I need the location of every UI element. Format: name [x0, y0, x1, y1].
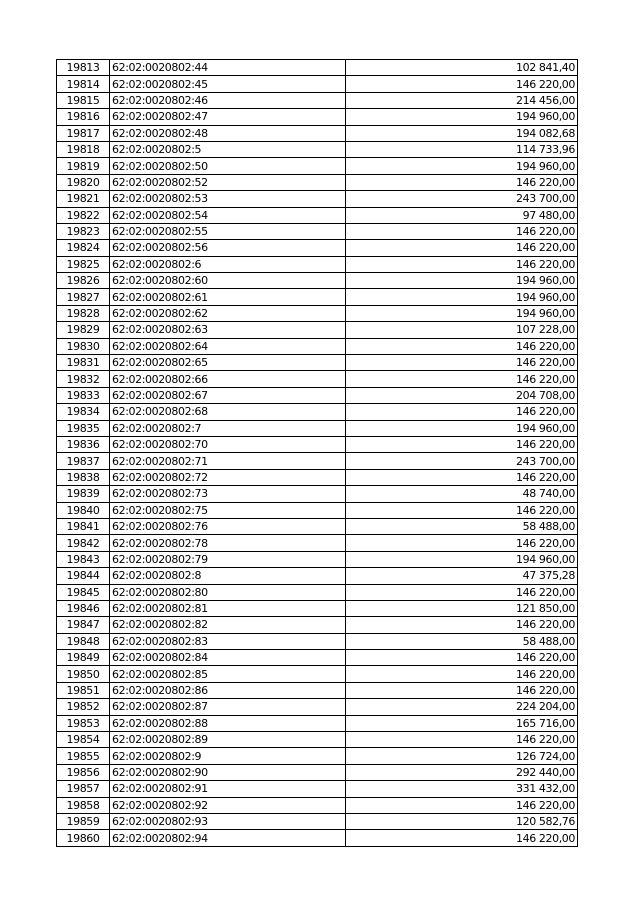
cadastral-number-cell: 62:02:0020802:89 [110, 732, 346, 748]
row-number-cell: 19850 [57, 666, 110, 682]
table-row [57, 60, 578, 76]
table-row [57, 699, 578, 715]
row-number-cell: 19831 [57, 355, 110, 371]
row-number-cell: 19852 [57, 699, 110, 715]
cadastral-number-cell: 62:02:0020802:67 [110, 387, 346, 403]
table-row [57, 551, 578, 567]
table-row [57, 141, 578, 157]
row-number-cell: 19840 [57, 502, 110, 518]
cadastral-value-cell: 146 220,00 [346, 584, 578, 600]
cadastral-value-cell: 146 220,00 [346, 535, 578, 551]
row-number-cell: 19826 [57, 273, 110, 289]
row-number-cell: 19838 [57, 469, 110, 485]
row-number-cell: 19833 [57, 387, 110, 403]
row-number-cell: 19844 [57, 568, 110, 584]
row-number-cell: 19841 [57, 518, 110, 534]
cadastral-number-cell: 62:02:0020802:66 [110, 371, 346, 387]
row-number-cell: 19820 [57, 174, 110, 190]
table-row [57, 830, 578, 846]
table-row [57, 355, 578, 371]
cadastral-number-cell: 62:02:0020802:56 [110, 240, 346, 256]
cadastral-number-cell: 62:02:0020802:93 [110, 813, 346, 829]
table-row [57, 420, 578, 436]
cadastral-number-cell: 62:02:0020802:94 [110, 830, 346, 846]
cadastral-number-cell: 62:02:0020802:75 [110, 502, 346, 518]
table-row [57, 387, 578, 403]
table-row [57, 682, 578, 698]
table-row [57, 584, 578, 600]
table-row [57, 322, 578, 338]
cadastral-number-cell: 62:02:0020802:85 [110, 666, 346, 682]
cadastral-value-cell: 194 960,00 [346, 158, 578, 174]
row-number-cell: 19835 [57, 420, 110, 436]
cadastral-value-cell: 146 220,00 [346, 732, 578, 748]
table-row [57, 158, 578, 174]
row-number-cell: 19847 [57, 617, 110, 633]
table-row [57, 715, 578, 731]
row-number-cell: 19817 [57, 125, 110, 141]
table-row [57, 617, 578, 633]
table-row [57, 109, 578, 125]
table-row [57, 502, 578, 518]
table-row [57, 289, 578, 305]
cadastral-number-cell: 62:02:0020802:71 [110, 453, 346, 469]
cadastral-number-cell: 62:02:0020802:54 [110, 207, 346, 223]
cadastral-number-cell: 62:02:0020802:84 [110, 650, 346, 666]
cadastral-value-cell: 165 716,00 [346, 715, 578, 731]
cadastral-value-cell: 224 204,00 [346, 699, 578, 715]
cadastral-number-cell: 62:02:0020802:82 [110, 617, 346, 633]
cadastral-value-cell: 146 220,00 [346, 371, 578, 387]
table-row [57, 568, 578, 584]
table-row [57, 92, 578, 108]
row-number-cell: 19827 [57, 289, 110, 305]
cadastral-number-cell: 62:02:0020802:5 [110, 141, 346, 157]
row-number-cell: 19823 [57, 223, 110, 239]
table-row [57, 453, 578, 469]
cadastral-value-cell: 194 082,68 [346, 125, 578, 141]
row-number-cell: 19822 [57, 207, 110, 223]
table-row [57, 207, 578, 223]
cadastral-number-cell: 62:02:0020802:92 [110, 797, 346, 813]
row-number-cell: 19856 [57, 764, 110, 780]
cadastral-number-cell: 62:02:0020802:76 [110, 518, 346, 534]
cadastral-value-cell: 48 740,00 [346, 486, 578, 502]
cadastral-number-cell: 62:02:0020802:91 [110, 781, 346, 797]
table-row [57, 404, 578, 420]
cadastral-number-cell: 62:02:0020802:80 [110, 584, 346, 600]
cadastral-value-cell: 194 960,00 [346, 109, 578, 125]
cadastral-value-cell: 146 220,00 [346, 502, 578, 518]
cadastral-value-cell: 331 432,00 [346, 781, 578, 797]
cadastral-value-cell: 146 220,00 [346, 617, 578, 633]
cadastral-value-cell: 146 220,00 [346, 469, 578, 485]
cadastral-value-cell: 102 841,40 [346, 60, 578, 76]
table-row [57, 174, 578, 190]
cadastral-value-cell: 120 582,76 [346, 813, 578, 829]
row-number-cell: 19815 [57, 92, 110, 108]
cadastral-value-cell: 114 733,96 [346, 141, 578, 157]
table-row [57, 764, 578, 780]
cadastral-value-cell: 194 960,00 [346, 420, 578, 436]
row-number-cell: 19819 [57, 158, 110, 174]
cadastral-value-cell: 146 220,00 [346, 666, 578, 682]
cadastral-value-cell: 204 708,00 [346, 387, 578, 403]
row-number-cell: 19832 [57, 371, 110, 387]
cadastral-value-cell: 47 375,28 [346, 568, 578, 584]
row-number-cell: 19849 [57, 650, 110, 666]
cadastral-value-cell: 146 220,00 [346, 223, 578, 239]
cadastral-value-cell: 194 960,00 [346, 551, 578, 567]
cadastral-number-cell: 62:02:0020802:46 [110, 92, 346, 108]
cadastral-number-cell: 62:02:0020802:45 [110, 76, 346, 92]
cadastral-number-cell: 62:02:0020802:90 [110, 764, 346, 780]
cadastral-number-cell: 62:02:0020802:64 [110, 338, 346, 354]
cadastral-value-cell: 146 220,00 [346, 76, 578, 92]
table-row [57, 650, 578, 666]
row-number-cell: 19846 [57, 600, 110, 616]
table-row [57, 338, 578, 354]
row-number-cell: 19855 [57, 748, 110, 764]
table-row [57, 305, 578, 321]
cadastral-number-cell: 62:02:0020802:55 [110, 223, 346, 239]
cadastral-number-cell: 62:02:0020802:86 [110, 682, 346, 698]
cadastral-number-cell: 62:02:0020802:48 [110, 125, 346, 141]
cadastral-value-cell: 146 220,00 [346, 682, 578, 698]
cadastral-value-cell: 194 960,00 [346, 273, 578, 289]
cadastral-number-cell: 62:02:0020802:62 [110, 305, 346, 321]
cadastral-number-cell: 62:02:0020802:9 [110, 748, 346, 764]
cadastral-value-cell: 194 960,00 [346, 305, 578, 321]
table-row [57, 813, 578, 829]
row-number-cell: 19830 [57, 338, 110, 354]
row-number-cell: 19836 [57, 436, 110, 452]
cadastral-value-cell: 146 220,00 [346, 830, 578, 846]
table-row [57, 223, 578, 239]
cadastral-number-cell: 62:02:0020802:8 [110, 568, 346, 584]
row-number-cell: 19816 [57, 109, 110, 125]
row-number-cell: 19814 [57, 76, 110, 92]
cadastral-value-cell: 146 220,00 [346, 650, 578, 666]
cadastral-value-cell: 146 220,00 [346, 404, 578, 420]
table-row [57, 748, 578, 764]
cadastral-value-cell: 194 960,00 [346, 289, 578, 305]
cadastral-number-cell: 62:02:0020802:78 [110, 535, 346, 551]
table-row [57, 125, 578, 141]
row-number-cell: 19828 [57, 305, 110, 321]
cadastral-value-cell: 146 220,00 [346, 355, 578, 371]
row-number-cell: 19853 [57, 715, 110, 731]
row-number-cell: 19860 [57, 830, 110, 846]
cadastral-number-cell: 62:02:0020802:47 [110, 109, 346, 125]
cadastral-number-cell: 62:02:0020802:87 [110, 699, 346, 715]
table-row [57, 781, 578, 797]
cadastral-number-cell: 62:02:0020802:81 [110, 600, 346, 616]
row-number-cell: 19858 [57, 797, 110, 813]
table-row [57, 469, 578, 485]
row-number-cell: 19854 [57, 732, 110, 748]
row-number-cell: 19851 [57, 682, 110, 698]
cadastral-value-cell: 146 220,00 [346, 338, 578, 354]
cadastral-number-cell: 62:02:0020802:50 [110, 158, 346, 174]
table-row [57, 633, 578, 649]
row-number-cell: 19857 [57, 781, 110, 797]
table-row [57, 191, 578, 207]
cadastral-number-cell: 62:02:0020802:7 [110, 420, 346, 436]
table-row [57, 256, 578, 272]
table-row [57, 371, 578, 387]
row-number-cell: 19842 [57, 535, 110, 551]
cadastral-value-cell: 146 220,00 [346, 240, 578, 256]
row-number-cell: 19837 [57, 453, 110, 469]
cadastral-value-cell: 214 456,00 [346, 92, 578, 108]
cadastral-value-cell: 146 220,00 [346, 256, 578, 272]
table-row [57, 732, 578, 748]
table-row [57, 273, 578, 289]
table-row [57, 486, 578, 502]
cadastral-value-cell: 292 440,00 [346, 764, 578, 780]
cadastral-number-cell: 62:02:0020802:44 [110, 60, 346, 76]
row-number-cell: 19859 [57, 813, 110, 829]
cadastral-number-cell: 62:02:0020802:72 [110, 469, 346, 485]
cadastral-value-cell: 146 220,00 [346, 797, 578, 813]
cadastral-value-cell: 58 488,00 [346, 633, 578, 649]
row-number-cell: 19813 [57, 60, 110, 76]
row-number-cell: 19818 [57, 141, 110, 157]
cadastral-number-cell: 62:02:0020802:53 [110, 191, 346, 207]
row-number-cell: 19824 [57, 240, 110, 256]
table-row [57, 666, 578, 682]
cadastral-number-cell: 62:02:0020802:73 [110, 486, 346, 502]
table-row [57, 518, 578, 534]
cadastral-number-cell: 62:02:0020802:83 [110, 633, 346, 649]
cadastral-number-cell: 62:02:0020802:52 [110, 174, 346, 190]
cadastral-value-cell: 97 480,00 [346, 207, 578, 223]
cadastral-value-cell: 58 488,00 [346, 518, 578, 534]
table-row [57, 535, 578, 551]
table-row [57, 76, 578, 92]
row-number-cell: 19829 [57, 322, 110, 338]
table-body [57, 60, 578, 847]
row-number-cell: 19825 [57, 256, 110, 272]
table-row [57, 600, 578, 616]
cadastral-number-cell: 62:02:0020802:63 [110, 322, 346, 338]
table-row [57, 797, 578, 813]
cadastral-number-cell: 62:02:0020802:70 [110, 436, 346, 452]
cadastral-number-cell: 62:02:0020802:6 [110, 256, 346, 272]
cadastral-number-cell: 62:02:0020802:61 [110, 289, 346, 305]
row-number-cell: 19839 [57, 486, 110, 502]
row-number-cell: 19843 [57, 551, 110, 567]
cadastral-value-cell: 121 850,00 [346, 600, 578, 616]
cadastral-value-table [56, 59, 578, 847]
row-number-cell: 19821 [57, 191, 110, 207]
cadastral-number-cell: 62:02:0020802:65 [110, 355, 346, 371]
cadastral-value-cell: 126 724,00 [346, 748, 578, 764]
row-number-cell: 19848 [57, 633, 110, 649]
cadastral-number-cell: 62:02:0020802:60 [110, 273, 346, 289]
table-row [57, 240, 578, 256]
cadastral-value-cell: 146 220,00 [346, 436, 578, 452]
cadastral-number-cell: 62:02:0020802:68 [110, 404, 346, 420]
row-number-cell: 19834 [57, 404, 110, 420]
cadastral-value-cell: 243 700,00 [346, 453, 578, 469]
cadastral-value-cell: 243 700,00 [346, 191, 578, 207]
cadastral-value-cell: 146 220,00 [346, 174, 578, 190]
cadastral-number-cell: 62:02:0020802:79 [110, 551, 346, 567]
table-row [57, 436, 578, 452]
cadastral-value-cell: 107 228,00 [346, 322, 578, 338]
cadastral-number-cell: 62:02:0020802:88 [110, 715, 346, 731]
row-number-cell: 19845 [57, 584, 110, 600]
